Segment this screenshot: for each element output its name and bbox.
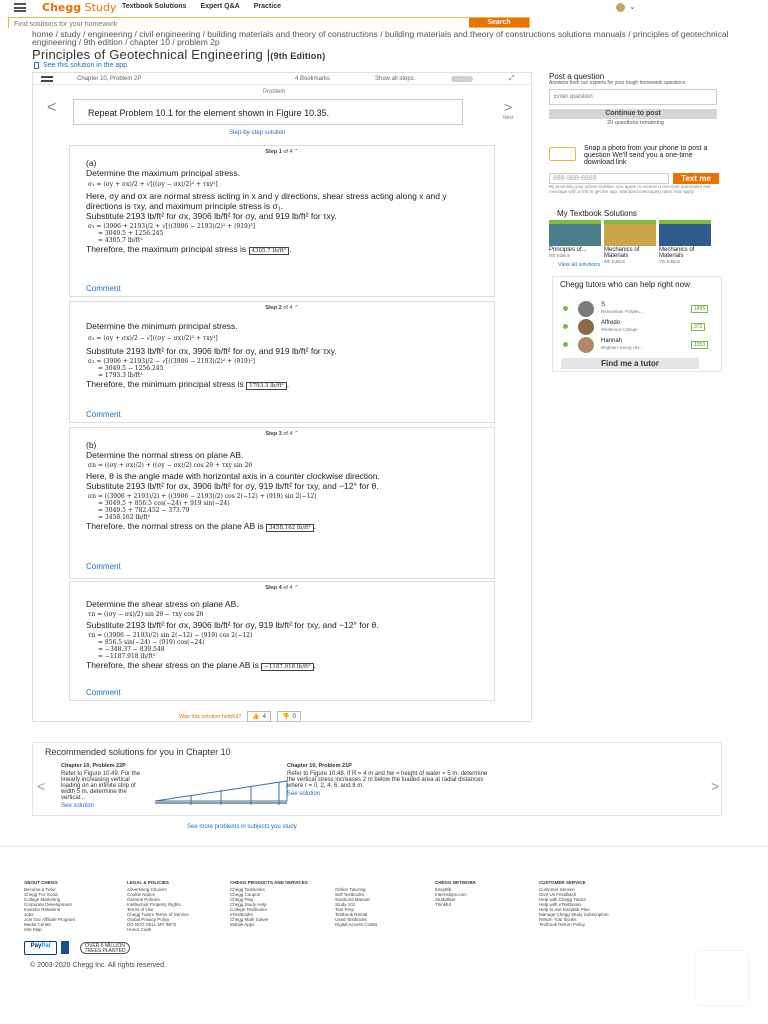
helpful-label: Was this solution helpful? [179,713,242,720]
footer-link[interactable]: Help with eTextbooks [539,902,582,907]
step-calc-line: σn = ((3906 + 2193)/2) + ((3906 − 2193)/2) cos 2(−12) + (919) sin 2(−12) [88,493,317,500]
step-card [69,427,495,579]
phone-icon [549,147,576,161]
footer-link[interactable]: Global Privacy Policy [127,917,170,922]
recommended-card[interactable]: Chapter 10, Problem 22P Refer to Figure 10.49. For the linearly increasing vertical loading on an infinite strip of width 5 m, determine the vertical... See solution [61,763,297,809]
nav-practice[interactable]: Practice [253,3,281,10]
footer-link[interactable]: eTextbooks [230,912,253,917]
my-textbooks-title: My Textbook Solutions [557,209,637,218]
chegg-logo[interactable]: Chegg Study [42,1,117,14]
post-question-subtitle: Answers from our experts for your tough homework questions [549,80,686,86]
continue-to-post-button[interactable]: Continue to post [549,109,717,119]
footer-link[interactable]: Terms of Use [127,907,154,912]
recommended-panel [32,742,722,816]
prev-arrow-icon[interactable]: < [47,99,57,116]
step-intro: Determine the minimum principal stress. [86,321,238,331]
step-calc-line: = 3049.5 + 1256.245 [98,230,164,237]
avatar [578,301,594,317]
footer-link[interactable]: StudyBlue [435,897,456,902]
app-note[interactable]: See this solution in the app [34,62,127,69]
step-substitute: Substitute 2193 lb/ft² for σx, 3906 lb/ft² for σy, 919 lb/ft² for τxy, and −12° for θ. [86,620,379,630]
step-header: Step 2 of 4 ⌃ [265,305,299,311]
thumbs-up-button[interactable]: 👍 4 [247,711,271,722]
footer-link[interactable]: College Textbooks [230,907,267,912]
footer-link[interactable]: Chegg Play [230,897,254,902]
footer-column: CHEGG PRODUCTS AND SERVICES Chegg Textbooks Chegg Coupon Chegg Play Chegg Study Help College Textbooks eTextbooks Chegg Math Solver Mobile Apps [230,880,335,932]
search-input[interactable] [9,20,469,29]
thumbs-up-icon: 👍 [252,714,260,720]
search-button[interactable]: Search [469,18,529,27]
footer-link[interactable]: Used Textbooks [335,917,367,922]
carousel-next-icon[interactable]: > [711,778,720,794]
breadcrumb[interactable]: home / study / engineering / civil engineering / building materials and theory of constructions / building materials and theory of constructions solutions manuals / principles of geotechnical engineering / 9th edition / chapter 10 / problem 2p [32,29,729,47]
comment-link[interactable]: Comment [86,562,121,571]
step-part: (b) [86,440,97,450]
footer-link[interactable]: Chegg For Good [24,892,58,897]
sms-legal-text: By providing your phone number, you agree to receive a one-time automated text message with a link to get the app. Standard messaging rates may apply. [549,184,711,194]
comment-link[interactable]: Comment [86,284,121,293]
expand-icon[interactable]: ⤢ [509,75,515,82]
footer-link[interactable]: Cookie Notice [127,892,156,897]
footer-link[interactable]: Internships.com [435,892,467,897]
step-here: Here, θ is the angle made with horizontal axis in a counter clockwise direction. [86,471,380,481]
footer [24,880,664,932]
step-calc-line: = 4305.7 lb/ft² [98,237,143,244]
see-more-problems-link[interactable]: See more problems in subjects you study [187,824,297,830]
step-substitute: Substitute 2193 lb/ft² for σx, 3906 lb/ft² for σy, and 919 lb/ft² for τxy. [86,346,337,356]
text-me-button[interactable]: Text me [673,173,719,184]
footer-link[interactable]: Site Map [24,927,42,932]
footer-link[interactable]: Manage Chegg Study Subscription [539,912,609,917]
page-title: Principles of Geotechnical Engineering |(9th Edition) [32,47,326,62]
footer-column [335,880,435,932]
footer-link[interactable]: Thinkful [435,902,451,907]
footer-link[interactable]: Corporate Development [24,902,72,907]
step-result: Therefore, the minimum principal stress is 1793.3 lb/ft² . [86,379,290,389]
right-sidebar [549,72,722,368]
helpful-bar [179,711,301,722]
footer-link[interactable]: Sell Textbooks [335,892,364,897]
step-calc-line: σ₁ = (3906 + 2193)/2 + √[((3906 − 2193)/2)² + (919)²] [88,223,255,230]
footer-link[interactable]: Investor Relations [24,907,61,912]
textbook-item[interactable]: Mechanics of Materials 9th Edition [604,220,656,264]
footer-link[interactable]: Solutions Manual [335,897,370,902]
footer-link[interactable]: Give Us Feedback [539,892,577,897]
copyright: © 2003-2020 Chegg Inc. All rights reserved. [30,962,166,969]
footer-link[interactable]: Media Center [24,922,52,927]
nav-textbook-solutions[interactable]: Textbook Solutions [122,3,187,10]
question-input[interactable] [549,89,717,105]
step-intro: Determine the shear stress on plane AB. [86,599,239,609]
thumbs-down-button[interactable]: 👎 0 [277,711,301,722]
top-nav [122,3,281,10]
step-formula: τn = ((σy − σx)/2) sin 2θ − τxy cos 2θ [88,611,204,618]
step-header: Step 3 of 4 ⌃ [265,431,299,437]
footer-link[interactable]: Mobile Apps [230,922,255,927]
book-cover [659,220,711,246]
step-calc-line: = −1187.918 lb/ft² [98,653,156,660]
footer-link[interactable]: General Policies [127,897,160,902]
step-calc-line: = 3049.5 − 1256.245 [98,365,164,372]
footer-link[interactable]: Textbook Rental [335,912,368,917]
load-diagram [151,777,291,807]
tutors-panel [552,276,722,372]
step-result: Therefore, the shear stress on the plane AB is −1187.918 lb/ft² . [86,660,316,670]
book-cover [604,220,656,246]
decorative-doodle [694,950,750,1006]
footer-link[interactable]: Become a Tutor [24,887,56,892]
tutor-count-badge: 372 [691,323,705,331]
step-card [69,301,495,423]
user-avatar[interactable] [616,3,625,12]
footer-link[interactable]: Test Prep [335,907,355,912]
footer-link[interactable]: Join Our Affiliate Program [24,917,76,922]
step-calc-line: = −348.37 − 839.548 [98,646,165,653]
avatar [578,337,594,353]
step-intro: Determine the maximum principal stress. [86,168,240,178]
step-by-step-label: Step-by-step solution [229,130,286,136]
step-calc-line: τn = ((3906 − 2193)/2) sin 2(−12) − (919) cos 2(−12) [88,632,253,639]
next-label: Next [503,115,514,121]
search-bar [8,17,530,28]
see-solution-link[interactable]: See solution [287,791,321,797]
list-icon[interactable] [41,76,53,82]
footer-link[interactable]: Help with Chegg Tutors [539,897,586,902]
trees-planted-badge: OVER 6 MILLION TREES PLANTED [80,942,130,954]
step-part: (a) [86,158,97,168]
step-calc-line: = 3049.5 + 782.452 − 373.79 [98,507,190,514]
footer-link[interactable]: Chegg Textbooks [230,887,265,892]
problem-reference: Chapter 10, Problem 2P [77,76,142,82]
step-substitute: Substitute 2193 lb/ft² for σx, 3906 lb/ft² for σy, and 919 lb/ft² for τxy. [86,211,337,221]
step-result: Therefore, the normal stress on the plane AB is 3458.162 lb/ft² . [86,521,316,531]
result-value: −1187.918 lb/ft² [261,663,313,671]
tutor-count-badge: 1455 [691,305,708,313]
post-question-title: Post a question [549,72,605,81]
step-card [69,145,495,297]
step-calc-line: = 856.5 sin(−24) − (919) cos(−24) [98,639,205,646]
step-formula: σ₁ = (σy + σx)/2 + √[((σy − σx)/2)² + τxy²] [88,181,218,188]
step-calc-line: σ₃ = (3906 + 2193)/2 − √[((3906 − 2193)/2)² + (919)²] [88,358,255,365]
book-cover [549,220,601,246]
problem-label: Problem [263,89,286,95]
bbb-logo [61,941,69,954]
questions-remaining: 20 questions remaining [607,120,664,126]
textbook-item[interactable]: Principles of... 9th Edition [549,220,601,264]
step-substitute: Substitute 2193 lb/ft² for σx, 3906 lb/ft² for σy, 919 lb/ft² for τxy, and −12° for θ. [86,481,379,491]
tutor-count-badge: 1053 [691,341,708,349]
view-all-solutions-link[interactable]: View all solutions [558,262,601,268]
step-calc-line: = 3049.5 + 856.5 cos(−24) + 919 sin(−24) [98,500,230,507]
nav-expert-qa[interactable]: Expert Q&A [200,3,240,10]
footer-link[interactable]: Online Tutoring [335,887,366,892]
step-header: Step 4 of 4 ⌃ [265,585,299,591]
step-header: Step 1 of 4 ⌃ [265,149,299,155]
footer-link[interactable]: Intellectual Property Rights [127,902,181,907]
step-result: Therefore, the maximum principal stress is 4305.7 lb/ft² . [86,244,292,254]
phone-icon [34,62,39,69]
carousel-prev-icon[interactable]: < [37,778,46,794]
divider [0,846,768,847]
footer-column: CHEGG NETWORK EasyBib Internships.com StudyBlue Thinkful [435,880,539,932]
paypal-logo: PayPal [24,941,57,955]
step-intro: Determine the normal stress on plane AB. [86,450,244,460]
result-value: 3458.162 lb/ft² [266,524,314,532]
result-value: 4305.7 lb/ft² [249,247,290,255]
footer-link[interactable]: EasyBib [435,887,452,892]
textbook-item[interactable]: Mechanics of Materials 7th Edition [659,220,711,264]
comment-link[interactable]: Comment [86,410,121,419]
show-steps-toggle[interactable] [451,76,473,82]
step-formula: σ₃ = (σy + σx)/2 − √[((σy − σx)/2)² + τxy²] [88,335,218,342]
footer-link[interactable]: Chegg Math Solver [230,917,269,922]
footer-link[interactable]: Help to use EasyBib Plus [539,907,590,912]
phone-number-input[interactable]: 888-888-8888 [549,173,669,184]
online-dot [563,324,568,329]
step-card [69,581,495,701]
snap-text: Snap a photo from your phone to post a question We'll send you a one-time download link [584,145,708,166]
avatar [578,319,594,335]
step-here: Here, σy and σx are normal stress acting in x and y directions, shear stress acting along x and y directions is τxy, and maximum principle stress is σ₁. [86,191,447,211]
step-calc-line: = 1793.3 lb/ft² [98,372,143,379]
footer-link[interactable]: Chegg Coupon [230,892,261,897]
top-bar [0,0,768,16]
show-steps-label: Show all steps: [375,76,416,82]
solution-panel [32,72,532,722]
menu-icon[interactable] [14,3,26,12]
footer-link[interactable]: Chegg Tutors Terms of Service [127,912,189,917]
step-formula: σn = ((σy + σx)/2) + ((σy − σx)/2) cos 2θ + τxy sin 2θ [88,462,252,469]
tutor-item[interactable]: Hannah Brigham Young Uni... 1053 [563,337,723,353]
footer-link[interactable]: Digital Access Codes [335,922,378,927]
recommended-card[interactable]: Chapter 10, Problem 21P Refer to Figure 10.48. If R = 4 m and hw = height of water = 5 m, determine the vertical stress increases 2 m below the loaded area at radial distances where r = 0, 2, 4, 6, and 8 m. See solution [287,763,497,797]
problem-text: Repeat Problem 10.1 for the element shown in Figure 10.35. [73,99,463,125]
textbook-list [549,220,711,264]
footer-link[interactable]: Study 101 [335,902,356,907]
footer-column: LEGAL & POLICIES Advertising Choices Cookie Notice General Policies Intellectual Property Rights Terms of Use Chegg Tutors Terms of Service Global Privacy Policy DO NOT SELL MY INFO Honor Code [127,880,230,932]
result-value: 1793.3 lb/ft² [246,382,287,390]
find-tutor-button[interactable]: Find me a tutor [561,358,699,369]
footer-column: ABOUT CHEGG Become a Tutor Chegg For Good College Marketing Corporate Development Investor Relations Jobs Join Our Affiliate Program Media Center Site Map [24,880,127,932]
comment-link[interactable]: Comment [86,688,121,697]
next-button[interactable]: > Next [503,99,514,121]
chevron-down-icon[interactable]: ⌄ [629,2,636,11]
footer-link[interactable]: DO NOT SELL MY INFO [127,922,177,927]
online-dot [563,342,568,347]
see-solution-link[interactable]: See solution [61,803,95,809]
tutor-item[interactable]: S Rensselaer Polytec... 1455 [563,301,723,317]
solution-toolbar [33,73,531,85]
step-calc-line: = 3458.162 lb/ft² [98,514,151,521]
bookmarks-button[interactable]: 4 Bookmarks [295,76,331,82]
tutors-title: Chegg tutors who can help right now [560,280,690,289]
online-dot [563,306,568,311]
tutor-item[interactable]: Alfredo Westmont College 372 [563,319,723,335]
footer-column: CUSTOMER SERVICE Customer Service Give Us Feedback Help with Chegg Tutors Help with eTextbooks Help to use EasyBib Plus Manage Chegg Study Subscription Return Your Books Textbook Return Policy [539,880,649,932]
footer-link[interactable]: College Marketing [24,897,61,902]
footer-link[interactable]: Jobs [24,912,34,917]
footer-link[interactable]: Honor Code [127,927,152,932]
footer-link[interactable]: Customer Service [539,887,575,892]
footer-link[interactable]: Advertising Choices [127,887,167,892]
thumbs-down-icon: 👎 [282,714,290,720]
footer-link[interactable]: Return Your Books [539,917,577,922]
recommended-title: Recommended solutions for you in Chapter 10 [45,747,231,757]
footer-link[interactable]: Textbook Return Policy [539,922,586,927]
footer-link[interactable]: Chegg Study Help [230,902,267,907]
